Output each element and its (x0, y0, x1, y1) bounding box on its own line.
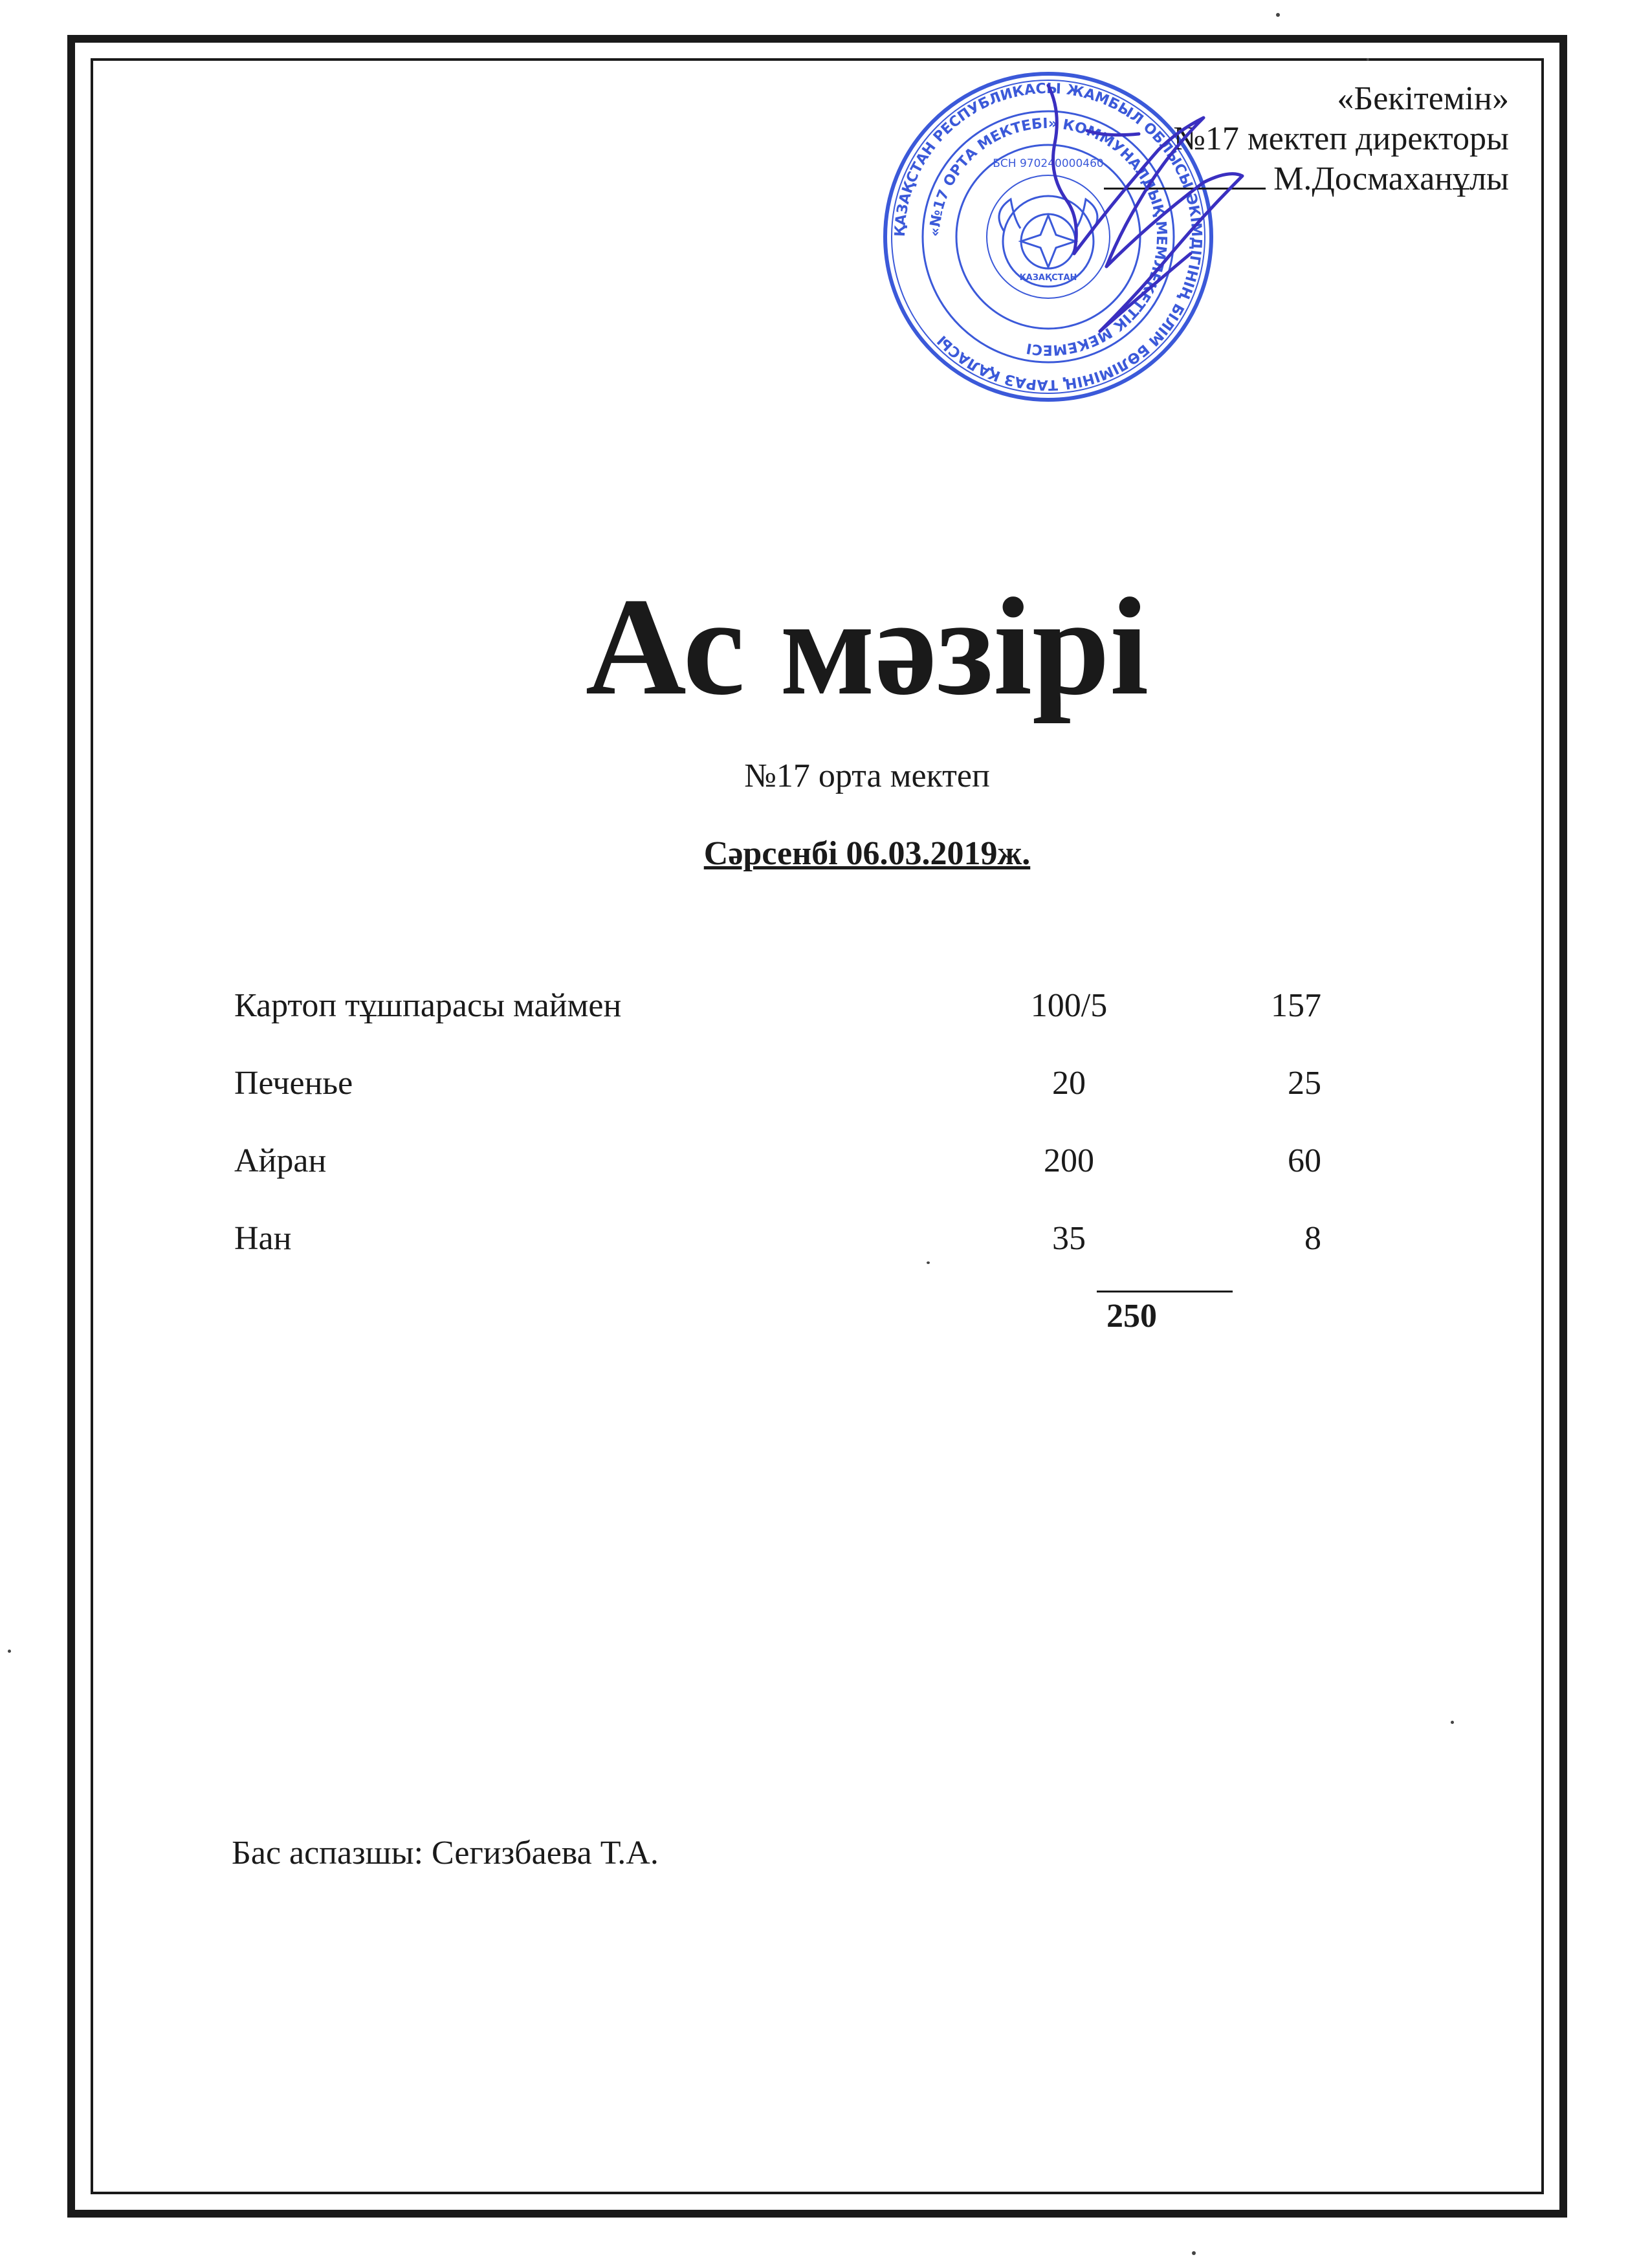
menu-item-qty: 100/5 (1030, 987, 1108, 1024)
menu-item-name: Айран (234, 1142, 327, 1179)
school-name: №17 орта мектеп (744, 758, 990, 794)
menu-item-value: 157 (1271, 987, 1321, 1024)
menu-item-qty: 20 (1052, 1065, 1086, 1102)
menu-item-name: Нан (234, 1220, 292, 1257)
scan-speck (1276, 13, 1280, 17)
approve-label: «Бекітемін» (1337, 80, 1509, 117)
director-label: №17 мектеп директоры (1173, 120, 1509, 157)
menu-item (234, 1058, 1334, 1135)
menu-date: Сәрсенбі 06.03.2019ж. (703, 835, 1031, 872)
scan-speck (1192, 2251, 1196, 2255)
menu-item (234, 980, 1334, 1058)
stamp-inner-text: «№17 ОРТА МЕКТЕБІ» КОММУНАЛДЫҚ МЕМЛЕКЕТТІК МЕКЕМЕСІ (927, 115, 1170, 358)
scan-speck (1367, 58, 1369, 61)
director-signature (1009, 72, 1294, 376)
menu-item (234, 1213, 1334, 1291)
menu-item-qty: 200 (1044, 1142, 1094, 1179)
stamp-outer-text: ҚАЗАҚСТАН РЕСПУБЛИКАСЫ ЖАМБЫЛ ОБЛЫСЫ ӘКІМДІГІНІҢ БІЛІМ БӨЛІМІНІҢ ТАРАЗ ҚАЛАСЫ (892, 80, 1205, 393)
menu-item-value: 60 (1288, 1142, 1321, 1179)
menu-list (234, 980, 1334, 1291)
director-name: М.Досмаханұлы (1273, 160, 1509, 197)
stamp-center-text: ҚАЗАҚСТАН (1019, 273, 1077, 283)
menu-item-name: Картоп тұшпарасы маймен (234, 987, 622, 1024)
total-divider (1097, 1291, 1233, 1292)
menu-item (234, 1135, 1334, 1213)
page-title: Ас мәзірі (585, 569, 1149, 724)
menu-item-value: 25 (1288, 1065, 1321, 1102)
menu-total: 250 (1106, 1298, 1157, 1335)
scan-speck (8, 1650, 11, 1653)
scan-speck (927, 1261, 930, 1264)
menu-item-name: Печенье (234, 1065, 353, 1102)
menu-item-value: 8 (1304, 1220, 1321, 1257)
chef-signature-line: Бас аспазшы: Сегизбаева Т.А. (232, 1835, 659, 1871)
stamp-bin: БСН 970240000460 (993, 157, 1104, 170)
menu-item-qty: 35 (1052, 1220, 1086, 1257)
scan-speck (1451, 1721, 1454, 1724)
